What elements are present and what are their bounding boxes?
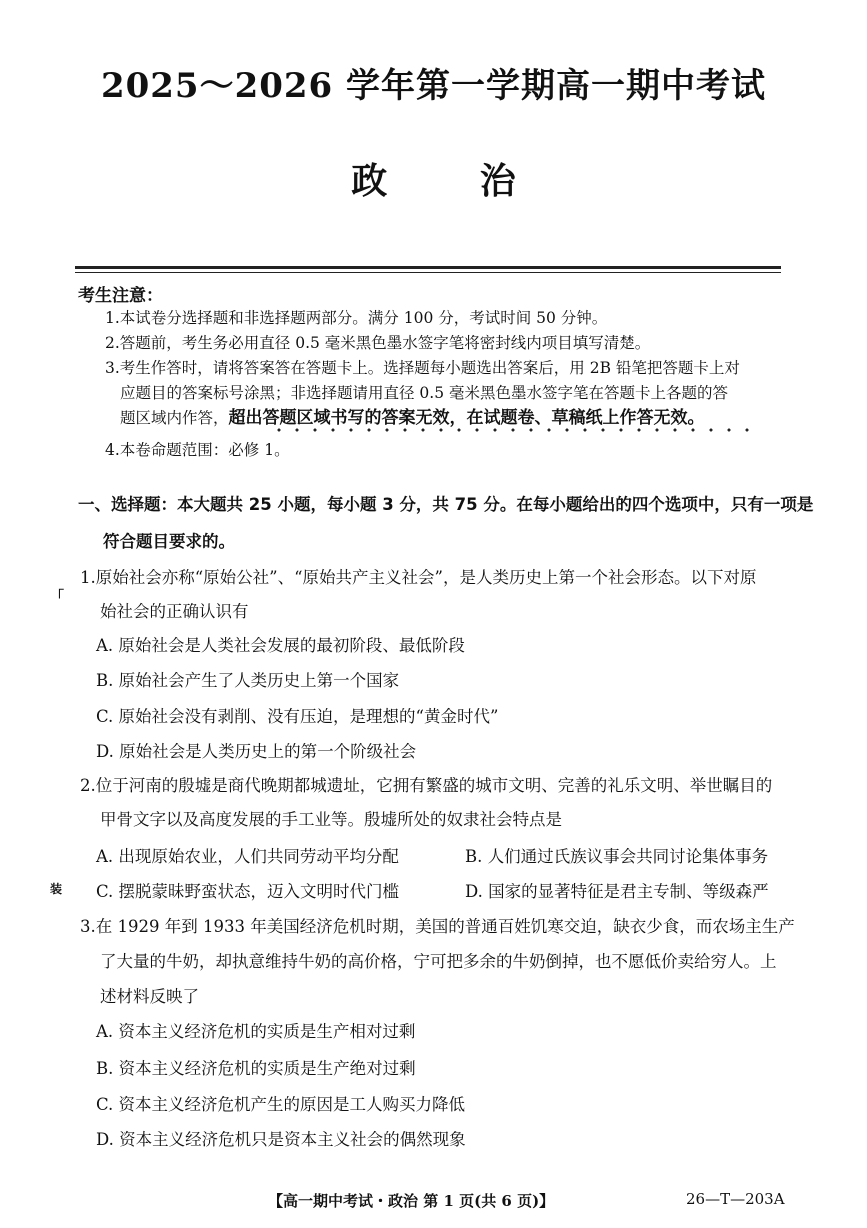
option-a: A. 原始社会是人类社会发展的最初阶段、最低阶段 xyxy=(96,636,465,655)
notice-item-continued xyxy=(120,408,810,428)
notice-heading: 考生注意： xyxy=(78,286,163,306)
question-stem-continued: 述材料反映了 xyxy=(100,987,199,1006)
notice-item-continued: 应题目的答案标号涂黑；非选择题请用直径 0.5 毫米黑色墨水签字笔在答题卡上各题的答 xyxy=(120,384,729,402)
notice-emphasis: 超出答题区域书写的答案无效，在试题卷、草稿纸上作答无效。 xyxy=(228,408,705,428)
question-stem: 3.在 1929 年到 1933 年美国经济危机时期，美国的普通百姓饥寒交迫，缺衣少食，而农场主生产 xyxy=(80,917,795,936)
question-stem-continued: 始社会的正确认识有 xyxy=(100,602,249,621)
binding-margin-mark: 「 xyxy=(50,589,64,605)
option-c: C. 资本主义经济危机产生的原因是工人购买力降低 xyxy=(96,1095,466,1114)
footer-exam-code: 26—T—203A xyxy=(686,1190,785,1208)
option-a: A. 出现原始农业，人们共同劳动平均分配 xyxy=(96,847,399,866)
binding-margin-mark: 装 xyxy=(50,882,63,896)
option-a: A. 资本主义经济危机的实质是生产相对过剩 xyxy=(96,1022,416,1041)
option-b: B. 人们通过氏族议事会共同讨论集体事务 xyxy=(465,847,769,866)
notice-item: 1.本试卷分选择题和非选择题两部分。满分 100 分，考试时间 50 分钟。 xyxy=(105,309,608,327)
option-b: B. 资本主义经济危机的实质是生产绝对过剩 xyxy=(96,1059,416,1078)
header-rule-thin xyxy=(75,272,781,273)
footer-page-info: 【高一期中考试・政治 第 1 页(共 6 页)】 xyxy=(268,1192,555,1210)
option-d: D. 资本主义经济危机只是资本主义社会的偶然现象 xyxy=(96,1130,466,1149)
question-stem: 2.位于河南的殷墟是商代晚期都城遗址，它拥有繁盛的城市文明、完善的礼乐文明、举世瞩目的 xyxy=(80,776,773,795)
option-d: D. 国家的显著特征是君主专制、等级森严 xyxy=(465,882,769,901)
question-stem-continued: 甲骨文字以及高度发展的手工业等。殷墟所处的奴隶社会特点是 xyxy=(100,810,562,829)
notice-item-fragment: 题区域内作答， xyxy=(120,409,229,427)
section-heading: 一、选择题：本大题共 25 小题，每小题 3 分，共 75 分。在每小题给出的四个选项中，只有一项是 xyxy=(78,495,814,514)
question-stem: 1.原始社会亦称“原始公社”、“原始共产主义社会”，是人类历史上第一个社会形态。以下对原 xyxy=(80,568,757,587)
question-stem-continued: 了大量的牛奶，却执意维持牛奶的高价格，宁可把多余的牛奶倒掉，也不愿低价卖给穷人。上 xyxy=(100,952,777,971)
subject-title: 政 治 xyxy=(351,160,556,202)
option-c: C. 原始社会没有剥削、没有压迫，是理想的“黄金时代” xyxy=(96,707,499,726)
section-heading-continued: 符合题目要求的。 xyxy=(103,532,235,551)
option-b: B. 原始社会产生了人类历史上第一个国家 xyxy=(96,671,400,690)
option-d: D. 原始社会是人类历史上的第一个阶级社会 xyxy=(96,742,417,761)
notice-item: 4.本卷命题范围：必修 1。 xyxy=(105,441,290,459)
notice-item: 3.考生作答时，请将答案答在答题卡上。选择题每小题选出答案后，用 2B 铅笔把答题卡上对 xyxy=(105,359,740,377)
exam-title: 2025～2026 学年第一学期高一期中考试 xyxy=(100,66,767,106)
notice-item: 2.答题前，考生务必用直径 0.5 毫米黑色墨水签字笔将密封线内项目填写清楚。 xyxy=(105,334,651,352)
header-rule-thick xyxy=(75,266,781,269)
emphasis-dots xyxy=(270,428,750,432)
option-c: C. 摆脱蒙昧野蛮状态，迈入文明时代门槛 xyxy=(96,882,400,901)
